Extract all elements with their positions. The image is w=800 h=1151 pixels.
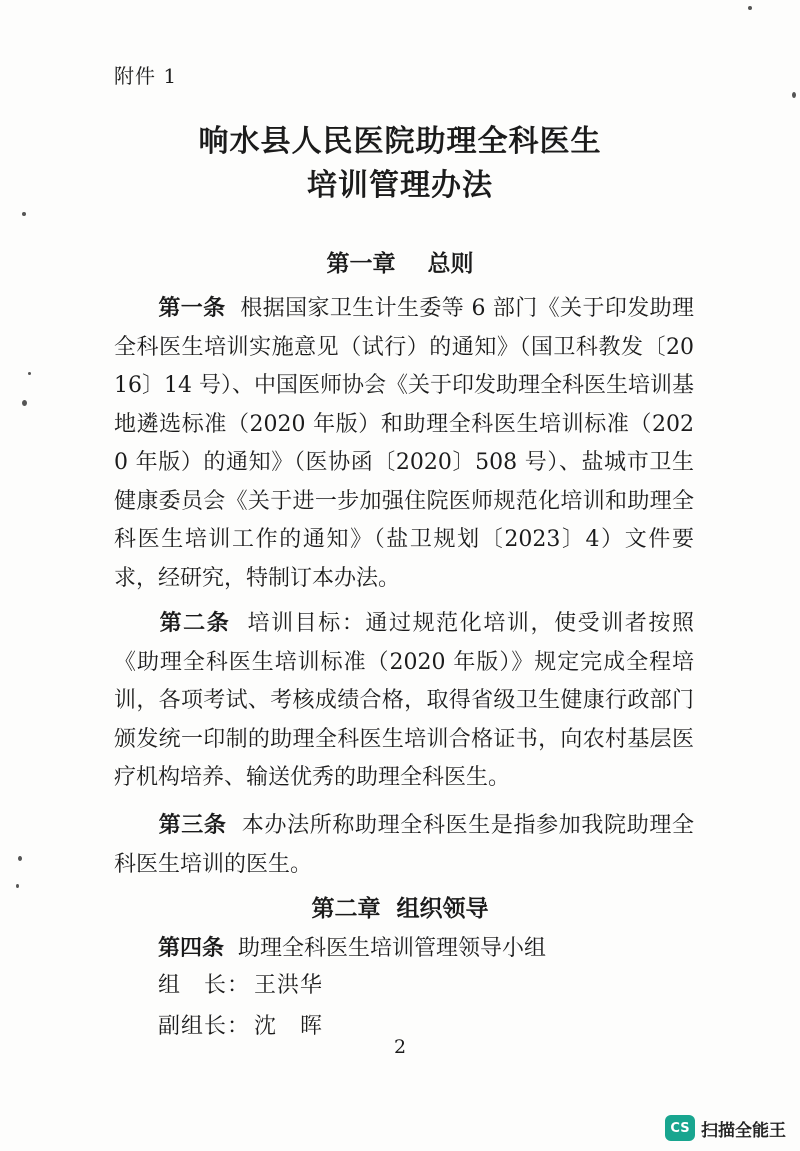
committee-member bbox=[158, 967, 323, 1005]
article-text: 本办法所称助理全科医生是指参加我院助理全科医生培训的医生。 bbox=[114, 813, 694, 877]
article-paragraph bbox=[114, 289, 694, 598]
scan-speck bbox=[22, 400, 27, 406]
scan-speck bbox=[22, 212, 26, 216]
article-text: 培训目标：通过规范化培训，使受训者按照《助理全科医生培训标准（2020 年版）》规定完成全程培训，各项考试、考核成绩合格，取得省级卫生健康行政部门颁发统一印制的助理全科医生培训合格证书，向农村基层医疗机构培养、输送优秀的助理全科医生。 bbox=[114, 611, 694, 790]
page-number: 2 bbox=[393, 1036, 407, 1058]
chapter-heading: 第一章 总则 bbox=[326, 250, 474, 277]
article-text: 根据国家卫生计生委等 6 部门《关于印发助理全科医生培训实施意见（试行）的通知》（国卫科教发〔2016〕14 号）、中国医师协会《关于印发助理全科医生培训基地遴选标准（2020 年版）和助理全科医生培训标准（2020 年版）的通知》（医协函〔2020〕508 号）、盐城市卫生健康委员会《关于进一步加强住院医师规范化培训和助理全科医生培训工作的通知》（盐卫规划〔2023〕4）文件要求，经研究，特制订本办法。 bbox=[114, 296, 694, 591]
camscanner-logo-icon: CS bbox=[665, 1115, 695, 1141]
scan-speck bbox=[28, 372, 31, 375]
article-text: 助理全科医生培训管理领导小组 bbox=[238, 936, 547, 961]
chapter-heading: 第二章 组织领导 bbox=[311, 895, 489, 922]
scan-speck bbox=[16, 884, 19, 888]
document-title-line2: 培训管理办法 bbox=[307, 168, 493, 203]
scan-speck bbox=[18, 856, 22, 861]
member-role: 副组长： bbox=[158, 1014, 251, 1039]
article-label: 第一条 bbox=[158, 295, 226, 321]
member-role: 组 长： bbox=[158, 973, 251, 998]
article-paragraph bbox=[114, 604, 694, 798]
article-label: 第三条 bbox=[158, 812, 227, 838]
scan-speck bbox=[748, 6, 752, 10]
article-label: 第四条 bbox=[158, 935, 225, 961]
member-name: 沈 晖 bbox=[254, 1014, 324, 1039]
attachment-label: 附件 1 bbox=[114, 64, 178, 88]
scan-speck bbox=[792, 92, 796, 98]
scanner-watermark bbox=[665, 1115, 786, 1141]
article-paragraph bbox=[114, 806, 694, 884]
document-title-line1: 响水县人民医院助理全科医生 bbox=[198, 124, 602, 159]
article-label: 第二条 bbox=[158, 610, 231, 636]
article-paragraph bbox=[114, 929, 694, 969]
watermark-text: 扫描全能王 bbox=[701, 1120, 786, 1141]
member-name: 王洪华 bbox=[254, 973, 324, 998]
